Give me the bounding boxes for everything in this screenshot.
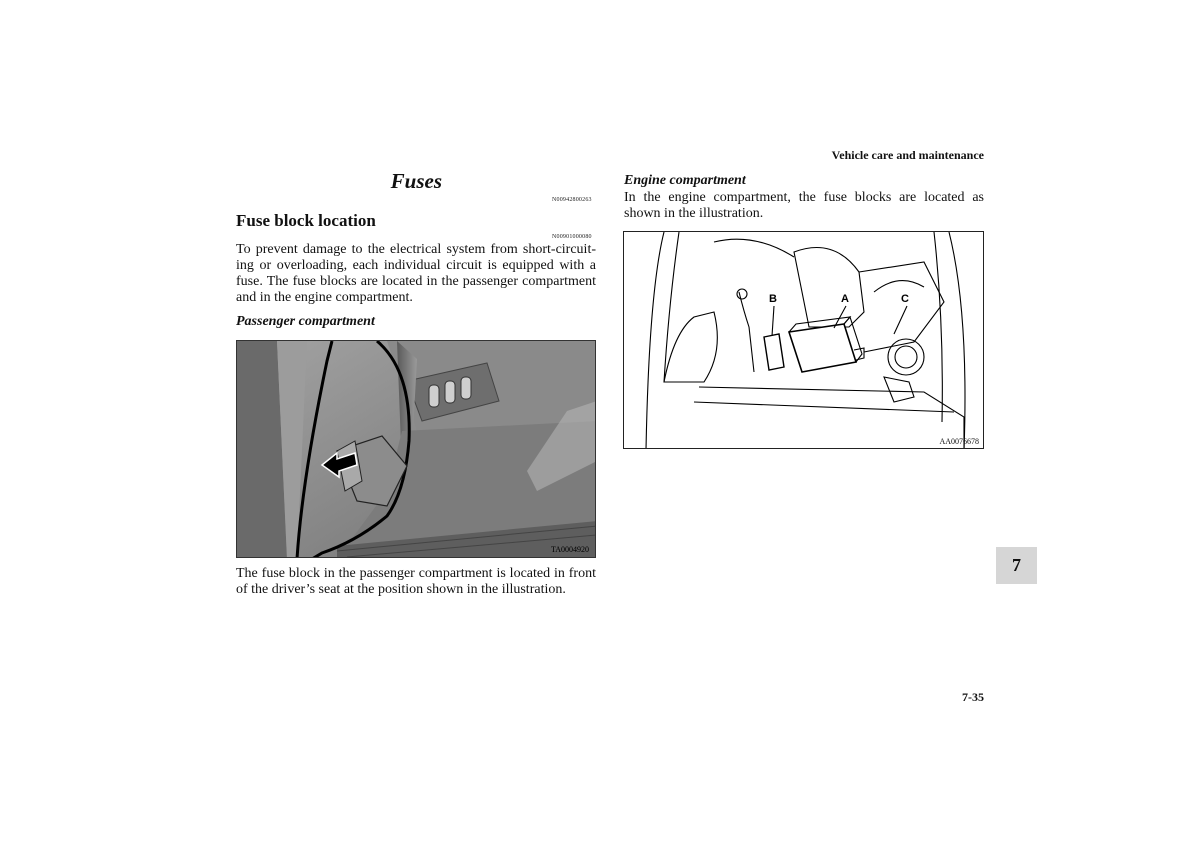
section-heading: Fuse block location [236,211,376,230]
engine-compartment-illustration [623,231,984,449]
heading-reference-code: N00901000080 [552,234,592,240]
page-number: 7-35 [962,690,984,704]
engine-compartment-text: In the engine compartment, the fuse blocks are located as shown in the illustration. [624,190,984,221]
passenger-figure-code: TA0004920 [550,545,589,554]
engine-bay-drawing [624,232,984,449]
label-b: B [769,293,777,305]
engine-figure-code: AA0076678 [939,437,979,446]
section-title: Fuses [390,169,442,193]
passenger-caption: The fuse block in the passenger compartment is located in front of the driver’s seat at the position shown in the illustration. [236,566,596,597]
chapter-tab: 7 [996,547,1037,584]
engine-compartment-subheading: Engine compartment [624,173,746,188]
passenger-compartment-illustration [236,340,596,558]
label-c: C [901,293,909,305]
intro-paragraph: To prevent damage to the electrical system from short-circuit-ing or overloading, each individual circuit is equipped with a fuse. The fuse blocks are located in the passenger compartment and in the engine compartment. [236,242,596,305]
passenger-compartment-subheading: Passenger compartment [236,314,375,329]
dashboard-drawing [237,341,596,558]
running-header: Vehicle care and maintenance [831,148,984,162]
title-reference-code: N00942800263 [552,197,592,203]
label-a: A [841,293,849,305]
